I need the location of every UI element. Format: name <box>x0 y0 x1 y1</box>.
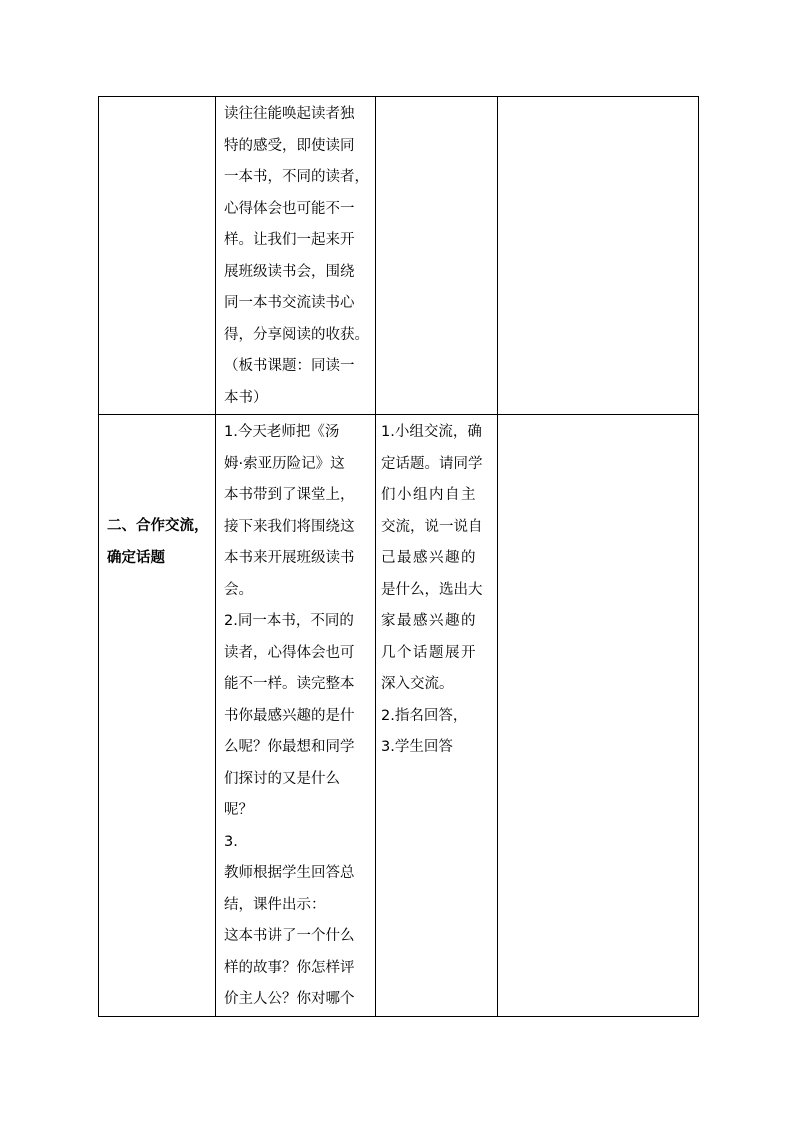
text-line: 是什么，选出大 <box>381 581 483 598</box>
text-line: 样。让我们一起来开 <box>224 232 355 248</box>
text-line: 同一本书交流读书心 <box>224 295 355 311</box>
student-activity-text <box>376 415 497 764</box>
text-line: 本书） <box>224 389 268 406</box>
text-line: 得，分享阅读的收获。 <box>224 326 369 343</box>
text-line: 能不一样。读完整本 <box>224 676 355 692</box>
teacher-activity-text <box>216 97 375 414</box>
table-row <box>99 97 699 415</box>
text-line: 本书来开展班级读书 <box>224 550 355 566</box>
text-line: 价主人公？你对哪个 <box>224 991 355 1007</box>
text-line: （板书课题：同读一 <box>224 358 355 374</box>
stage-cell <box>99 97 216 415</box>
student-activity-cell <box>376 415 498 1017</box>
text-line: 二、合作交流， <box>107 518 209 534</box>
text-line: 特的感受，即使读同 <box>224 137 355 154</box>
text-line: 确定话题 <box>107 549 165 566</box>
text-line: 会。 <box>224 581 253 598</box>
text-line: 读者，心得体会也可 <box>224 644 355 661</box>
table-row <box>99 415 699 1017</box>
text-line: 1.今天老师把《汤 <box>224 424 340 440</box>
text-line: 们探讨的又是什么 <box>224 770 340 787</box>
text-line: 3. <box>224 833 238 850</box>
text-line: 接下来我们将围绕这 <box>224 518 355 535</box>
design-intent-cell <box>498 415 699 1017</box>
text-line: 书你最感兴趣的是什 <box>224 707 355 724</box>
text-line: 一本书，不同的读者， <box>224 169 369 185</box>
teacher-activity-cell <box>216 97 376 415</box>
student-activity-cell <box>376 97 498 415</box>
text-line: 们小组内自主 <box>381 487 477 503</box>
text-line: 3.学生回答 <box>381 739 453 755</box>
text-line: 2.指名回答， <box>381 707 468 724</box>
text-line: 几个话题展开 <box>381 644 477 661</box>
text-line: 家最感兴趣的 <box>381 613 477 629</box>
text-line: 交流，说一说自 <box>381 518 483 535</box>
text-line: 教师根据学生回答总 <box>224 865 355 881</box>
text-line: 心得体会也可能不一 <box>224 200 355 217</box>
text-line: 这本书讲了一个什么 <box>224 928 355 944</box>
text-line: 结，课件出示： <box>224 896 326 913</box>
lesson-plan-table <box>98 96 699 1017</box>
text-line: 本书带到了课堂上， <box>224 487 355 503</box>
teacher-activity-text <box>216 415 375 1016</box>
stage-cell <box>99 415 216 1017</box>
text-line: 展班级读书会，围绕 <box>224 263 355 280</box>
text-line: 读往往能唤起读者独 <box>224 106 355 122</box>
text-line: 定话题。请同学 <box>381 455 483 472</box>
text-line: 深入交流。 <box>381 676 454 692</box>
teacher-activity-cell <box>216 415 376 1017</box>
text-line: 2.同一本书，不同的 <box>224 613 354 629</box>
text-line: 呢？ <box>224 802 253 818</box>
text-line: 样的故事？你怎样评 <box>224 959 355 976</box>
text-line: 么呢？你最想和同学 <box>224 739 355 755</box>
text-line: 1.小组交流，确 <box>381 424 482 440</box>
text-line: 己最感兴趣的 <box>381 550 477 566</box>
design-intent-cell <box>498 97 699 415</box>
stage-title <box>99 415 215 574</box>
text-line: 姆·索亚历险记》这 <box>224 455 345 472</box>
